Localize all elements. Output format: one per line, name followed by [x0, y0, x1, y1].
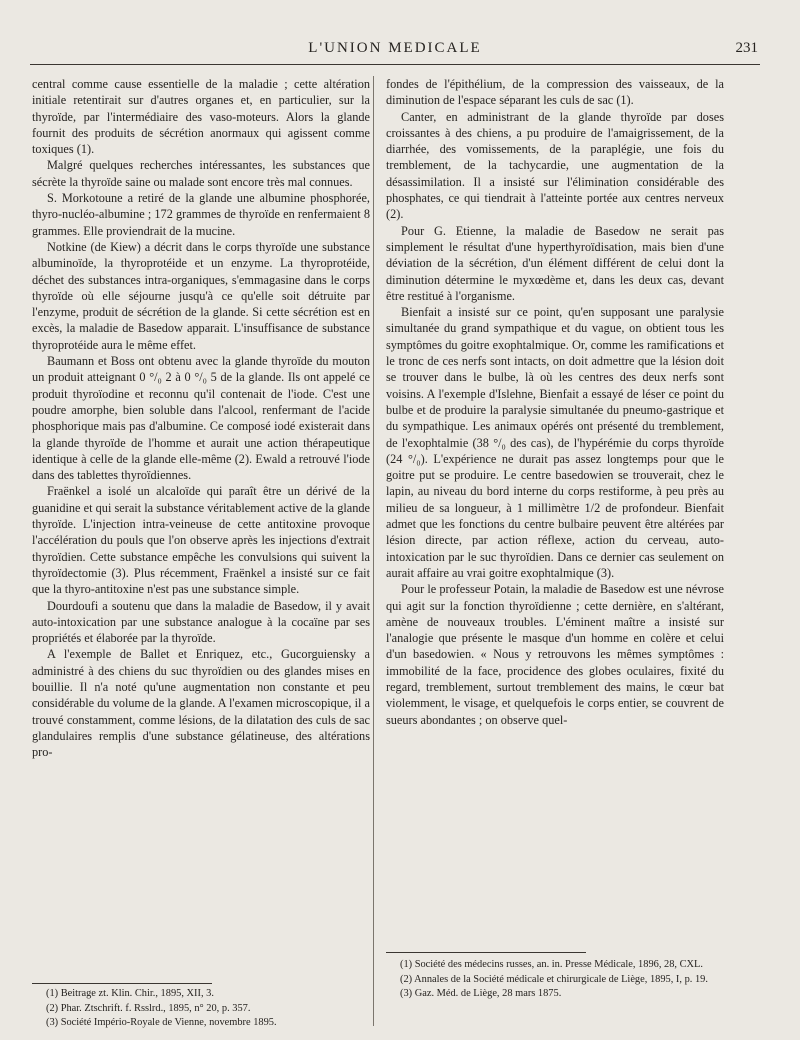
footnote: (2) Phar. Ztschrift. f. Rsslrd., 1895, n° 20, p. 357. [46, 1002, 251, 1014]
paragraph: Malgré quelques recherches intéressantes, les substances que sécrète la thyroïde saine ou malade sont encore très mal connues. [32, 158, 370, 189]
footnote: (3) Gaz. Méd. de Liège, 28 mars 1875. [400, 988, 562, 999]
footnotes-right [386, 952, 708, 1002]
paragraph: S. Morkotoune a retiré de la glande une albumine phosphorée, thyro-nucléo-albumine ; 172 grammes de thyroïde en renfermaient 8 grammes. Elle proviendrait de la mucine. [32, 191, 370, 238]
journal-title: L'UNION MEDICALE [308, 40, 482, 56]
column-divider [373, 76, 374, 1026]
paragraph: Baumann et Boss ont obtenu avec la glande thyroïde du mouton un produit atteignant 0 °/₀ 2 à 0 °/₀ 5 de la glande. Ils ont appelé ce produit thyroïodine et reconnu qu'il contenait de l'iode. C'est une poudre amorphe, bien soluble dans l'alcool, renfermant de l'acide phosphorique mais pas d'albumine. Ce composé iodé existerait dans la glande thyroïde de l'homme et aurait une action thérapeutique identique à celle de la glande elle-même (2). Ewald a retrouvé l'iode dans des tablettes thyroïdiennes. [32, 354, 370, 483]
paragraph: Pour G. Etienne, la maladie de Basedow ne serait pas simplement le résultat d'une hyperthyroïdisation, mais bien d'une déviation de la sécrétion, d'un élément différent de celui dont la diminution détermine le myxœdème et, dans les deux cas, devant être restitué à l'organisme. [386, 223, 724, 303]
paragraph: Pour le professeur Potain, la maladie de Basedow est une névrose qui agit sur la fonction thyroïdienne ; cette dernière, en s'altérant, amène de nouveaux troubles. L'éminent maître a insisté sur l'analogie que présente le masque d'un homme en colère et celui d'un basedowien. « Nous y retrouvons les mêmes symptômes : immobilité de la face, procidence des globes oculaires, fixité du regard, tremblement, surtout tremblement des mains, le cœur bat violemment, le visage, et quelquefois le corps entier, se couvrent de sueurs abondantes ; on observe quel- [386, 582, 724, 727]
paragraph: Dourdoufi a soutenu que dans la maladie de Basedow, il y avait auto-intoxication par une substance analogue à la cocaïne par ses propriétés et élaborée par la thyroïde. [32, 598, 370, 646]
paragraph: central comme cause essentielle de la maladie ; cette altération initiale retentirait sur d'autres organes et, en particulier, sur la thyroïde, par l'intermédiaire des vaso-moteurs. Alors la glande fournit des produits de sécrétion anormaux qui agissent comme toxiques (1). [32, 77, 370, 157]
paragraph: A l'exemple de Ballet et Enriquez, etc., Gucorguiensky a administré à des chiens du suc thyroïdien ou des glandes mises en bouillie. Il n'a noté qu'une augmentation non constante et peu considérable du volume de la glande. A l'examen microscopique, il a trouvé constamment, comme lésions, de la dilatation des culs de sac glandulaires remplis d'une substance gélatineuse, des altérations pro- [32, 647, 370, 760]
right-column [386, 76, 724, 728]
footnotes-left [32, 983, 277, 1031]
paragraph: fondes de l'épithélium, de la compression des vaisseaux, de la diminution de l'espace séparant les culs de sac (1). [386, 77, 724, 108]
footnote: (2) Annales de la Société médicale et chirurgicale de Liège, 1895, I, p. 19. [400, 973, 708, 985]
paragraph: Notkine (de Kiew) a décrit dans le corps thyroïde une substance albuminoïde, la thyroprotéide et un enzyme. La thyroprotéide, déchet des substances intra-organiques, s'emmagasine dans le corps thyroïde où elle séjourne jusqu'à ce qu'elle soit détruite par l'enzyme, produit de sécrétion de la glande. Si cette sécrétion est en excès, la maladie de Basedow apparait. L'insuffisance de substance thyroprotéide aura le même effet. [32, 239, 370, 352]
paragraph: Canter, en administrant de la glande thyroïde par doses croissantes à des chiens, a pu produire de l'amaigrissement, de la diarrhée, des vomissements, de la paraplégie, une fois du tremblement, de la tachycardie, une augmentation de la désassimilation. Il a insisté sur l'élimination considérable des phosphates, ce qui tiendrait à l'atteinte portée aux centres nerveux (2). [386, 109, 724, 222]
footnote: (1) Société des médecins russes, an. in. Presse Médicale, 1896, 28, CXL. [400, 959, 703, 970]
paragraph: Fraënkel a isolé un alcaloïde qui paraît être un dérivé de la guanidine et qui serait la substance véritablement active de la glande thyroïde. L'injection intra-veineuse de cette antitoxine provoque l'accélération du pouls que l'on observe après les injections d'extrait thyroïdien. Cette substance empêche les convulsions qui suivent la thyroïdectomie (3). Plus récemment, Fraënkel a insisté sur ce fait que la thyro-antitoxine n'est pas une substance simple. [32, 484, 370, 597]
running-header [30, 40, 760, 65]
footnote: (1) Beitrage zt. Klin. Chir., 1895, XII, 3. [46, 988, 214, 999]
left-column [32, 76, 370, 760]
paragraph: Bienfait a insisté sur ce point, qu'en supposant une paralysie simultanée du grand sympathique et du vague, on obtient tous les symptômes du goitre exophtalmique. Or, comme les ramifications et le tronc de ces nerfs sont intacts, on doit admettre que la lésion doit se trouver dans le bulbe, là où les centres des deux nerfs sont voisins. A l'exemple d'Islehne, Bienfait a essayé de léser ce point du bulbe et de produire la paralysie simultanée du pneumo-gastrique et du sympathique. Les animaux opérés ont présenté du tremblement, de l'exophtalmie (38 °/₀ des cas), de l'hypérémie du corps thyroïde (24 °/₀). L'expérience ne durait pas assez longtemps pour que le goitre put se produire. Le centre basedowien se trouverait, chez le lapin, au niveau du bord interne du corps restiforme, à peu près au milieu de sa longueur, à 1 millimètre 1/2 de profondeur. Bienfait admet que les fonctions du centre bulbaire peuvent être altérées par lésion directe, par action réflexe, action du cerveau, auto-intoxication par le suc thyroïdien. Dans ce dernier cas seulement on aurait affaire au vrai goitre exophtalmique (3). [386, 305, 724, 580]
page-number: 231 [735, 40, 758, 56]
footnote: (3) Société Império-Royale de Vienne, novembre 1895. [46, 1017, 277, 1028]
